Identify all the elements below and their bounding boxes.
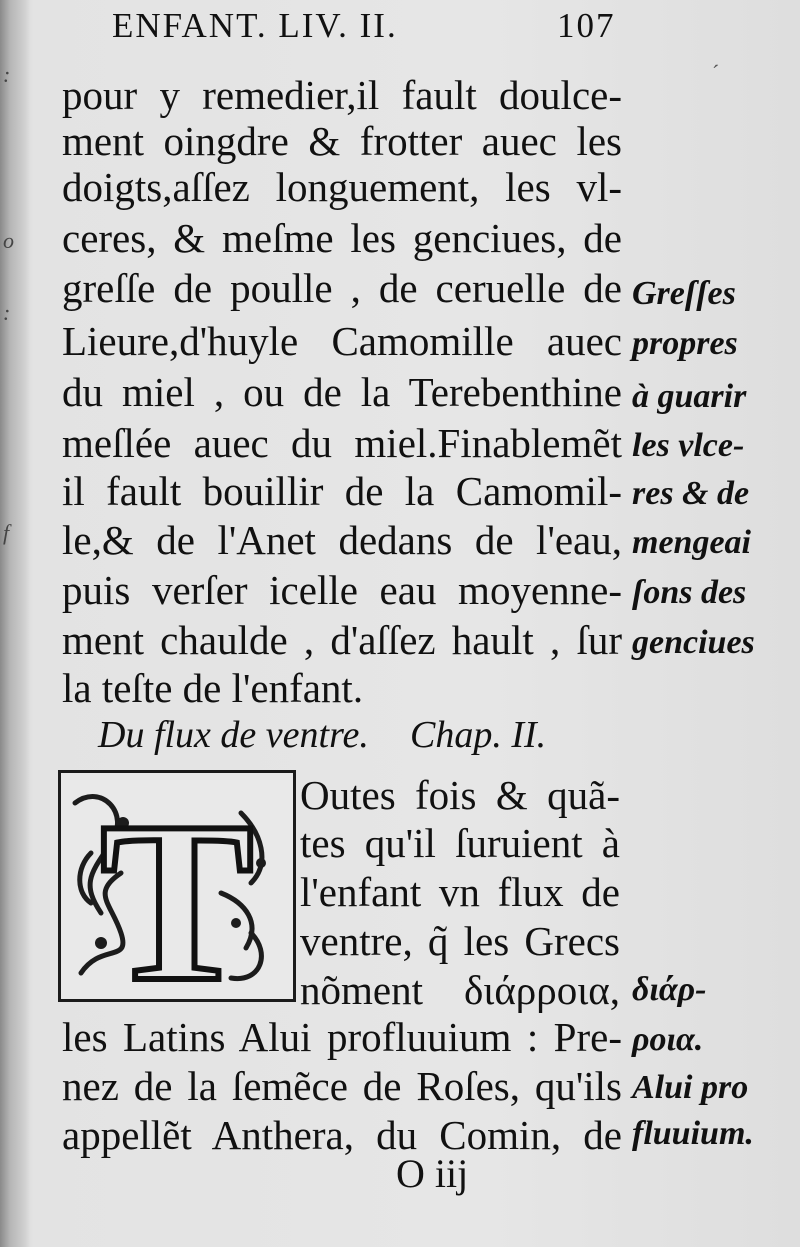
binding-gutter: [0, 0, 30, 1247]
gutter-trace: f: [3, 520, 10, 545]
text-line: pour y remedier,il fault doulce-: [62, 72, 622, 118]
drop-cap-letter: T: [100, 774, 254, 999]
gutter-trace: :: [3, 62, 11, 87]
text-line: appellẽt Anthera, du Comin, de: [62, 1112, 622, 1158]
page-number: 107: [557, 6, 616, 45]
margin-note: fluuium.: [632, 1115, 754, 1152]
margin-note: propres: [632, 325, 738, 362]
margin-note: res & de: [632, 475, 750, 512]
text-line: ment oingdre & frotter auec les: [62, 118, 622, 164]
text-line: doigts,aſſez longuement, les vl-: [62, 164, 622, 210]
margin-note: les vlce-: [632, 427, 745, 464]
margin-note: Greſſes: [632, 275, 736, 312]
text-line: ment chaulde , d'aſſez hault , ſur: [62, 617, 622, 663]
text-line: du miel , ou de la Terebenthine: [62, 369, 622, 415]
text-line: puis verſer icelle eau moyenne-: [62, 567, 622, 613]
foliage-ornament: [61, 773, 293, 999]
margin-note: Alui pro: [632, 1069, 749, 1106]
margin-note: ſons des: [632, 574, 747, 611]
margin-note: à guarir: [632, 378, 747, 415]
text-line: le,& de l'Anet dedans de l'eau,: [62, 517, 622, 563]
ornamental-initial: [58, 770, 296, 1002]
margin-note: διάρ-: [632, 971, 707, 1008]
text-line: la teſte de l'enfant.: [62, 665, 364, 711]
text-line: l'enfant vn flux de: [300, 869, 620, 915]
text-line: meſlée auec du miel.Finablemẽt: [62, 420, 622, 466]
signature-mark: O iij: [396, 1151, 469, 1196]
margin-note: mengeai: [632, 524, 751, 561]
chapter-title: Du flux de ventre.: [98, 714, 369, 756]
text-line: nez de la ſemẽce de Roſes, qu'ils: [62, 1063, 622, 1109]
text-line: nõment διάρροια,: [300, 967, 620, 1013]
text-line: les Latins Alui profluuium : Pre-: [62, 1014, 622, 1060]
running-title: ENFANT. LIV. II.: [112, 6, 398, 45]
margin-tick: ´: [712, 60, 720, 85]
gutter-trace: :: [3, 300, 11, 325]
text-line: Outes fois & quã-: [300, 772, 620, 818]
margin-note: ροια.: [632, 1021, 704, 1058]
text-line: il fault bouillir de la Camomil-: [62, 468, 622, 514]
text-line: ventre, q̃ les Grecs: [300, 918, 620, 964]
text-line: ceres, & meſme les genciues, de: [62, 215, 622, 261]
chapter-heading: [98, 712, 598, 758]
text-line: tes qu'il ſuruient à: [300, 820, 620, 866]
text-line: greſſe de poulle , de ceruelle de: [62, 265, 622, 311]
chapter-number: Chap. II.: [410, 714, 547, 756]
text-line: Lieure,d'huyle Camomille auec: [62, 318, 622, 364]
gutter-trace: o: [3, 228, 14, 253]
running-header: [112, 6, 616, 46]
margin-note: genciues: [632, 624, 755, 661]
